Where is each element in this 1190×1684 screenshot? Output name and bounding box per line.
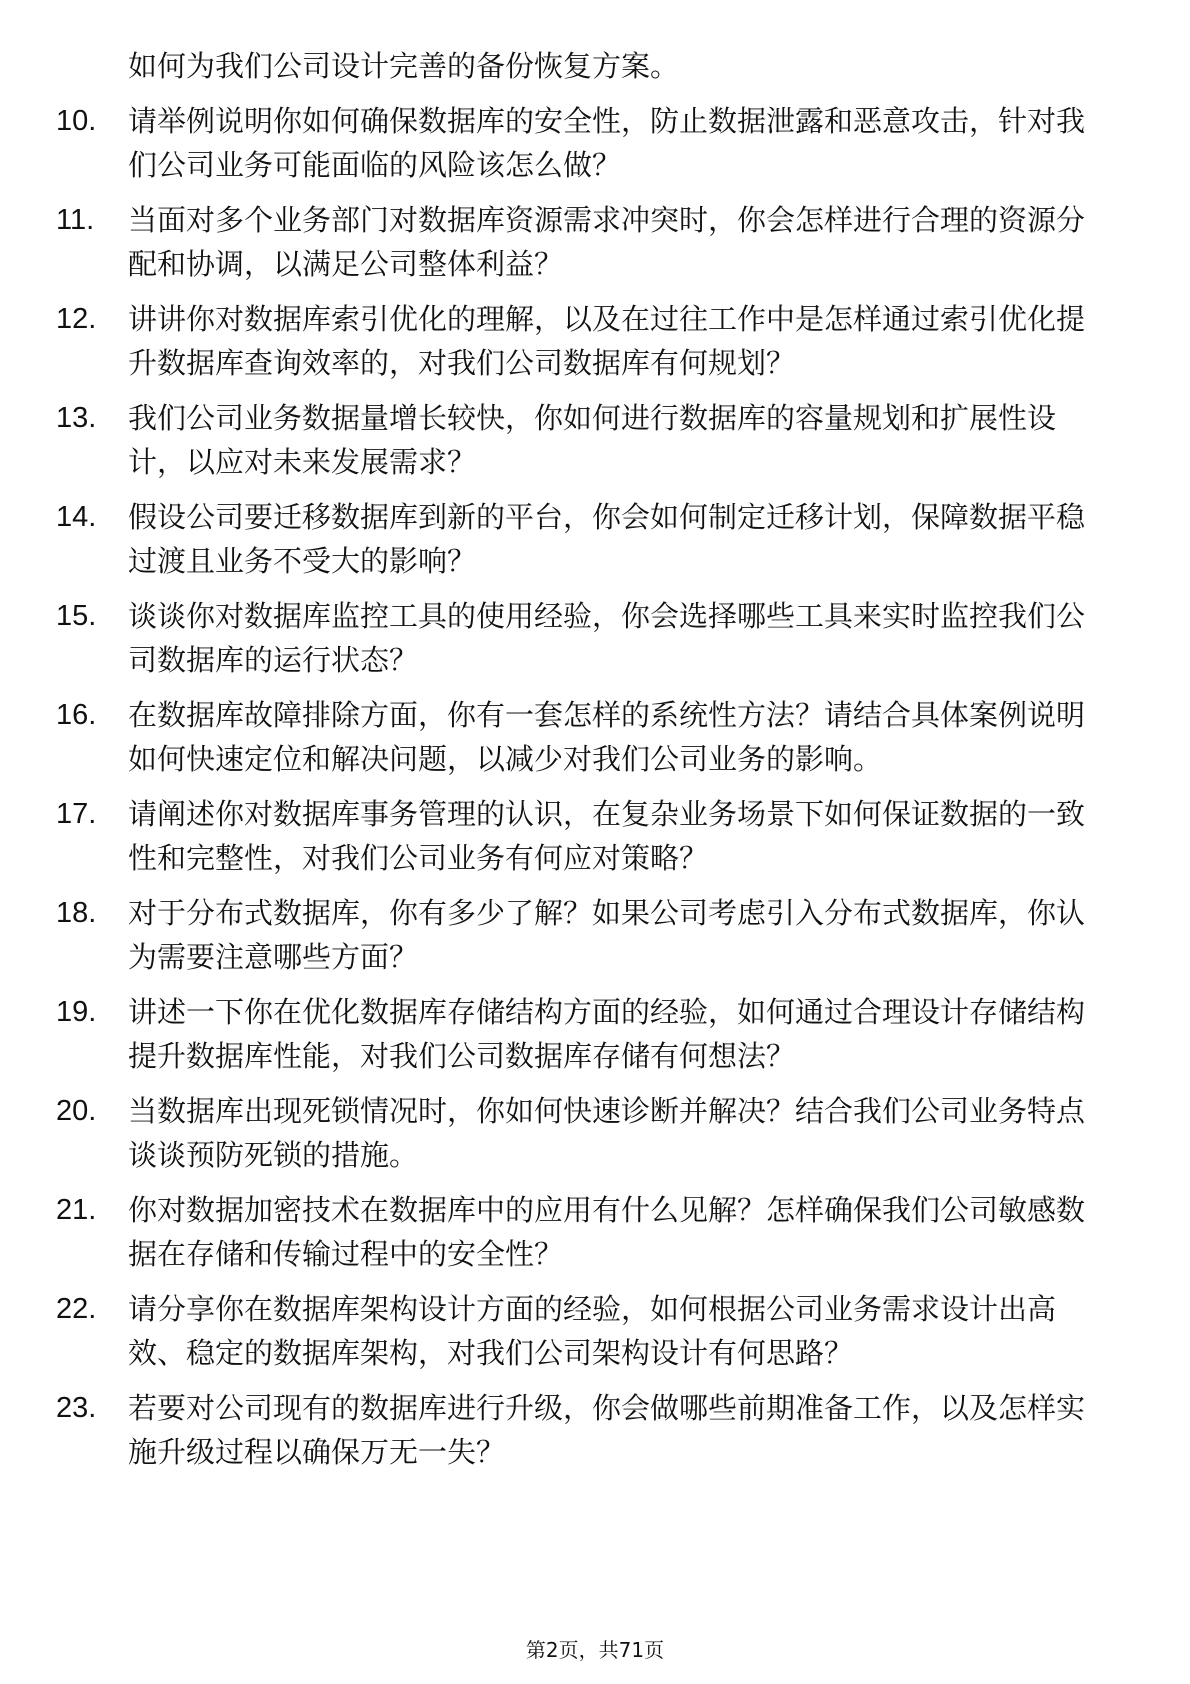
item-number: 15. (56, 600, 97, 632)
list-item (56, 99, 1103, 187)
item-text: 当数据库出现死锁情况时，你如何快速诊断并解决？结合我们公司业务特点谈谈预防死锁的措施。 (128, 1094, 1086, 1172)
item-number: 12. (56, 303, 97, 335)
item-number: 22. (56, 1293, 97, 1325)
list-item (56, 1386, 1103, 1474)
list-item (56, 297, 1103, 385)
item-number: 20. (56, 1095, 97, 1127)
item-number: 18. (56, 897, 97, 929)
item-number: 21. (56, 1194, 97, 1226)
item-text: 对于分布式数据库，你有多少了解？如果公司考虑引入分布式数据库，你认为需要注意哪些方面？ (128, 896, 1086, 974)
item-text: 请阐述你对数据库事务管理的认识，在复杂业务场景下如何保证数据的一致性和完整性，对我们公司业务有何应对策略？ (128, 797, 1086, 875)
item-text: 请分享你在数据库架构设计方面的经验，如何根据公司业务需求设计出高效、稳定的数据库架构，对我们公司架构设计有何思路？ (128, 1292, 1057, 1370)
item-number: 16. (56, 699, 97, 731)
item-text: 讲讲你对数据库索引优化的理解，以及在过往工作中是怎样通过索引优化提升数据库查询效率的，对我们公司数据库有何规划？ (128, 302, 1086, 380)
list-item (56, 693, 1103, 781)
list-item (56, 792, 1103, 880)
item-text: 你对数据加密技术在数据库中的应用有什么见解？怎样确保我们公司敏感数据在存储和传输过程中的安全性？ (128, 1193, 1086, 1271)
item-number: 14. (56, 501, 97, 533)
item-text: 若要对公司现有的数据库进行升级，你会做哪些前期准备工作，以及怎样实施升级过程以确保万无一失？ (128, 1391, 1086, 1469)
item-text: 在数据库故障排除方面，你有一套怎样的系统性方法？请结合具体案例说明如何快速定位和解决问题，以减少对我们公司业务的影响。 (128, 698, 1086, 776)
page-number: 第2页，共71页 (525, 1638, 665, 1662)
item-text: 请举例说明你如何确保数据库的安全性，防止数据泄露和恶意攻击，针对我们公司业务可能面临的风险该怎么做？ (128, 104, 1086, 182)
list-item (56, 1188, 1103, 1276)
item-text: 讲述一下你在优化数据库存储结构方面的经验，如何通过合理设计存储结构提升数据库性能，对我们公司数据库存储有何想法？ (128, 995, 1086, 1073)
continuation-text: 如何为我们公司设计完善的备份恢复方案。 (128, 49, 680, 83)
item-number: 13. (56, 402, 97, 434)
item-number: 23. (56, 1392, 97, 1424)
question-list (0, 44, 1190, 1485)
list-item (56, 594, 1103, 682)
item-number: 11. (56, 204, 95, 236)
list-item (56, 198, 1103, 286)
list-item (56, 990, 1103, 1078)
item-text: 当面对多个业务部门对数据库资源需求冲突时，你会怎样进行合理的资源分配和协调，以满足公司整体利益？ (128, 203, 1086, 281)
item-text: 谈谈你对数据库监控工具的使用经验，你会选择哪些工具来实时监控我们公司数据库的运行状态？ (128, 599, 1086, 677)
list-item (56, 495, 1103, 583)
list-item (56, 1089, 1103, 1177)
list-item (56, 396, 1103, 484)
item-number: 19. (56, 996, 97, 1028)
item-number: 17. (56, 798, 97, 830)
item-text: 假设公司要迁移数据库到新的平台，你会如何制定迁移计划，保障数据平稳过渡且业务不受大的影响？ (128, 500, 1086, 578)
item-number: 10. (56, 105, 97, 137)
item-text: 我们公司业务数据量增长较快，你如何进行数据库的容量规划和扩展性设计，以应对未来发展需求？ (128, 401, 1057, 479)
list-item (56, 1287, 1103, 1375)
list-item (56, 891, 1103, 979)
